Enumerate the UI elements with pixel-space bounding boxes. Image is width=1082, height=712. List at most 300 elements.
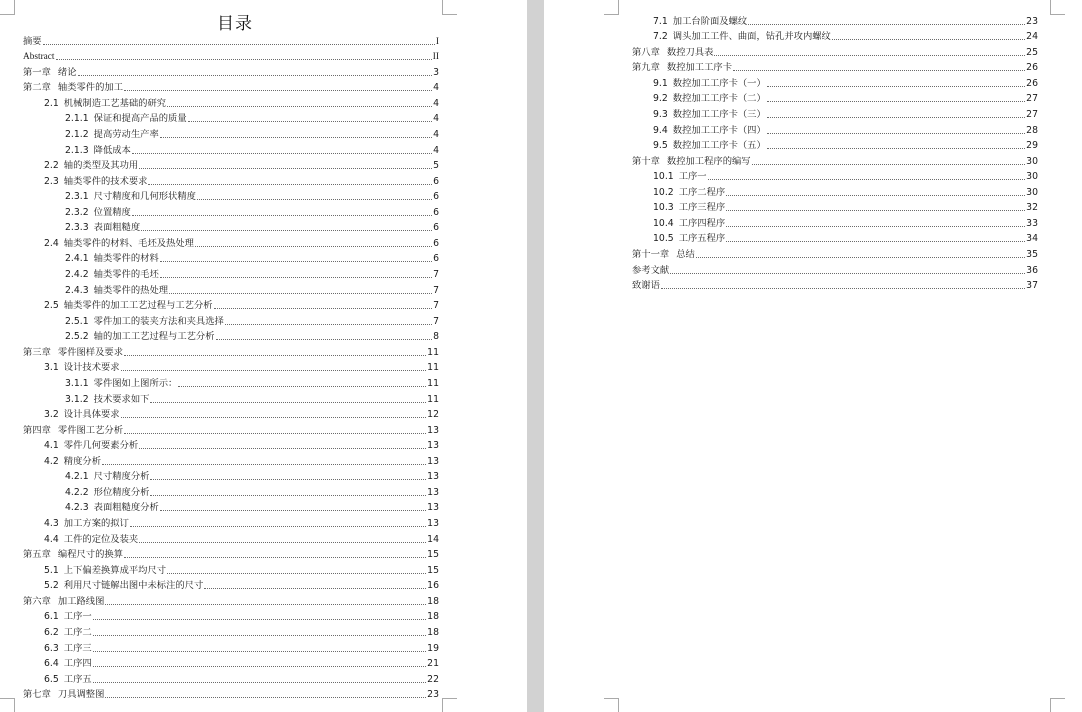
toc-entry[interactable] <box>23 203 439 219</box>
toc-entry[interactable] <box>23 623 439 639</box>
toc-entry-number: 4.2 <box>44 455 59 467</box>
toc-entry[interactable] <box>632 199 1038 215</box>
toc-entry-title: 数控加工工序卡（四） <box>672 124 766 136</box>
toc-entry[interactable] <box>23 452 439 468</box>
toc-entry-page: 8 <box>433 331 439 343</box>
dot-leader <box>148 184 432 185</box>
toc-entry-page: 18 <box>427 626 439 638</box>
toc-entry-number: 3.2 <box>44 409 59 421</box>
toc-entry-page: 5 <box>433 160 439 172</box>
toc-entry-title: 轴的类型及其功用 <box>63 160 139 172</box>
crop-mark-top-right <box>1050 0 1065 15</box>
dot-leader <box>93 619 426 620</box>
toc-entry-number: 7.2 <box>653 31 668 43</box>
dot-leader <box>160 277 432 278</box>
toc-entry-title: 零件加工的装夹方法和夹具选择 <box>93 315 224 327</box>
toc-entry-title: 上下偏差换算成平均尺寸 <box>63 564 167 576</box>
toc-entry-page: 13 <box>427 518 439 529</box>
toc-entry[interactable] <box>632 105 1038 121</box>
toc-entry-number: 2.3 <box>44 175 59 187</box>
dot-leader <box>748 24 1025 25</box>
toc-entry-title: 刀具调整图 <box>57 689 105 701</box>
dot-leader <box>139 542 426 543</box>
toc-entry-title: Abstract <box>23 52 55 63</box>
toc-entry[interactable] <box>23 686 439 702</box>
toc-entry-page: 13 <box>427 424 439 436</box>
toc-entry[interactable] <box>23 297 439 313</box>
dot-leader <box>124 433 426 434</box>
toc-entry-number: 2.4.1 <box>65 253 89 265</box>
toc-entry[interactable] <box>632 168 1038 184</box>
dot-leader <box>767 117 1025 118</box>
toc-list-left <box>23 32 439 701</box>
toc-entry-number: 3.1 <box>44 362 59 374</box>
toc-entry-title: 加工台阶面及螺纹 <box>672 15 748 27</box>
toc-entry-page: 13 <box>427 471 439 483</box>
dot-leader <box>78 75 433 76</box>
toc-page-left <box>0 0 527 712</box>
toc-entry-page: 19 <box>427 642 439 654</box>
dot-leader <box>708 179 1026 180</box>
toc-entry-title: 数控加工工序卡（三） <box>672 108 766 120</box>
dot-leader <box>130 526 426 527</box>
toc-entry[interactable] <box>23 374 439 390</box>
dot-leader <box>121 417 427 418</box>
toc-entry[interactable] <box>23 639 439 655</box>
toc-entry-page: 36 <box>1026 264 1038 276</box>
toc-entry[interactable] <box>632 59 1038 75</box>
toc-entry-number: 10.5 <box>653 233 674 245</box>
toc-entry[interactable] <box>23 234 439 250</box>
toc-entry[interactable] <box>23 312 439 328</box>
toc-entry-title: 设计技术要求 <box>63 362 120 374</box>
toc-entry-page: 27 <box>1026 93 1038 105</box>
toc-entry-page: 30 <box>1026 171 1038 183</box>
dot-leader <box>93 666 426 667</box>
toc-entry-number: 2.1.1 <box>65 113 89 125</box>
dot-leader <box>726 226 1025 227</box>
crop-mark-bottom-right <box>1050 698 1065 712</box>
toc-entry-page: 7 <box>433 284 439 296</box>
toc-entry[interactable] <box>23 157 439 173</box>
toc-entry[interactable] <box>632 28 1038 44</box>
toc-entry-page: 4 <box>433 82 439 94</box>
toc-entry-number: 6.5 <box>44 673 59 685</box>
toc-entry-title: 绪论 <box>57 66 77 78</box>
dot-leader <box>767 101 1025 102</box>
toc-entry-number: 9.2 <box>653 93 668 105</box>
toc-entry-title: 位置精度 <box>93 206 131 218</box>
toc-entry-number: 2.4.2 <box>65 269 89 280</box>
toc-entry[interactable] <box>23 219 439 235</box>
toc-entry-page: 14 <box>427 533 439 545</box>
toc-entry[interactable] <box>632 152 1038 168</box>
dot-leader <box>832 39 1025 40</box>
toc-entry-title: 工序四 <box>63 658 92 670</box>
toc-entry[interactable] <box>23 141 439 157</box>
toc-entry-page: 33 <box>1026 217 1038 229</box>
toc-entry-title: 工序二 <box>63 626 92 638</box>
toc-entry-number: 2.4.3 <box>65 284 89 296</box>
toc-entry-title: 尺寸精度和几何形状精度 <box>93 191 196 203</box>
toc-entry-number: 2.2 <box>44 160 59 172</box>
toc-entry-title: 工序四程序 <box>678 217 726 229</box>
toc-entry[interactable] <box>632 245 1038 261</box>
toc-entry-title: 数控加工程序的编写 <box>666 155 751 167</box>
toc-entry[interactable] <box>632 183 1038 199</box>
dot-leader <box>767 148 1025 149</box>
dot-leader <box>124 90 432 91</box>
toc-entry-title: 轴类零件的材料、毛坯及热处理 <box>63 237 194 249</box>
toc-entry-page: 21 <box>427 658 439 670</box>
toc-entry-number: 6.1 <box>44 611 59 623</box>
toc-entry-page: 11 <box>427 346 439 358</box>
crop-mark-bottom-left <box>604 698 619 712</box>
toc-entry-page: 18 <box>427 611 439 623</box>
toc-entry-title: 轴类零件的加工 <box>57 82 123 94</box>
toc-entry-title: 工序三 <box>63 642 92 654</box>
toc-entry[interactable] <box>23 421 439 437</box>
toc-entry-title: 加工方案的拟订 <box>63 518 129 529</box>
toc-entry-title: 加工路线图 <box>57 595 105 607</box>
toc-entry-number: 第九章 <box>632 62 660 74</box>
toc-entry-number: 3.1.2 <box>65 393 89 405</box>
dot-leader <box>124 557 426 558</box>
dot-leader <box>105 697 426 698</box>
dot-leader <box>150 479 426 480</box>
toc-entry[interactable] <box>23 94 439 110</box>
dot-leader <box>670 273 1025 274</box>
dot-leader <box>178 386 426 387</box>
toc-entry-number: 4.2.1 <box>65 471 89 483</box>
toc-entry-page: 11 <box>427 377 439 389</box>
toc-entry-title: 表面粗糙度分析 <box>93 502 159 514</box>
toc-entry-number: 2.1.3 <box>65 144 89 156</box>
toc-entry-title: 数控加工工序卡（二） <box>672 93 766 105</box>
toc-entry-page: 6 <box>433 206 439 218</box>
toc-entry-title: 精度分析 <box>63 455 101 467</box>
toc-entry[interactable] <box>23 48 439 64</box>
toc-entry-title: 轴的加工工艺过程与工艺分析 <box>93 331 215 343</box>
toc-entry-title: 参考文献 <box>632 264 670 276</box>
toc-entry-title: 降低成本 <box>93 144 131 156</box>
dot-leader <box>105 604 426 605</box>
toc-entry-title: 摘要 <box>23 35 42 47</box>
dot-leader <box>167 573 426 574</box>
toc-entry-title: 设计具体要求 <box>63 409 120 421</box>
dot-leader <box>197 199 432 200</box>
toc-entry[interactable] <box>23 390 439 406</box>
toc-entry-number: 9.4 <box>653 124 668 136</box>
toc-entry-page: 7 <box>433 300 439 312</box>
toc-entry-page: 32 <box>1026 202 1038 214</box>
toc-entry[interactable] <box>23 343 439 359</box>
toc-entry-page: 30 <box>1026 155 1038 167</box>
toc-entry-number: 第四章 <box>23 424 51 436</box>
toc-entry-title: 工序一 <box>63 611 92 623</box>
toc-entry-page: 35 <box>1026 249 1038 260</box>
dot-leader <box>93 651 426 652</box>
toc-entry[interactable] <box>23 32 439 48</box>
dot-leader <box>93 682 426 683</box>
toc-entry-number: 5.2 <box>44 580 59 592</box>
toc-entry-page: 4 <box>433 113 439 125</box>
dot-leader <box>139 168 432 169</box>
toc-entry-page: 6 <box>433 191 439 203</box>
dot-leader <box>726 195 1025 196</box>
toc-entry[interactable] <box>23 577 439 593</box>
toc-entry[interactable] <box>23 670 439 686</box>
page-gap <box>527 0 544 712</box>
toc-entry[interactable] <box>632 43 1038 59</box>
toc-entry[interactable] <box>632 137 1038 153</box>
toc-entry[interactable] <box>23 468 439 484</box>
toc-entry[interactable] <box>23 281 439 297</box>
toc-entry-title: 数控刀具表 <box>666 46 714 58</box>
toc-page-right <box>544 0 1082 712</box>
toc-entry[interactable] <box>632 74 1038 90</box>
toc-entry-number: 第一章 <box>23 66 51 78</box>
toc-entry-number: 7.1 <box>653 15 668 27</box>
dot-leader <box>150 402 426 403</box>
toc-entry-number: 第十一章 <box>632 249 670 260</box>
toc-entry-page: 34 <box>1026 233 1038 245</box>
toc-entry-number: 2.3.2 <box>65 206 89 218</box>
toc-entry[interactable] <box>23 483 439 499</box>
dot-leader <box>195 246 432 247</box>
toc-entry-number: 4.3 <box>44 518 59 529</box>
toc-entry[interactable] <box>23 125 439 141</box>
crop-mark-top-left <box>604 0 619 15</box>
toc-entry[interactable] <box>23 406 439 422</box>
dot-leader <box>160 137 432 138</box>
toc-entry-page: 12 <box>427 409 439 421</box>
dot-leader <box>661 288 1025 289</box>
dot-leader <box>160 510 426 511</box>
dot-leader <box>160 261 432 262</box>
dot-leader <box>121 370 427 371</box>
toc-entry[interactable] <box>23 250 439 266</box>
toc-entry[interactable] <box>23 546 439 562</box>
dot-leader <box>733 70 1025 71</box>
toc-entry-title: 编程尺寸的换算 <box>57 549 123 561</box>
toc-entry-number: 2.3.3 <box>65 222 89 234</box>
dot-leader <box>767 133 1025 134</box>
dot-leader <box>124 355 426 356</box>
dot-leader <box>150 495 426 496</box>
toc-entry-title: 利用尺寸链解出图中未标注的尺寸 <box>63 580 204 592</box>
toc-entry-title: 形位精度分析 <box>93 486 150 498</box>
toc-entry[interactable] <box>23 63 439 79</box>
toc-entry-number: 2.5.2 <box>65 331 89 343</box>
dot-leader <box>102 464 426 465</box>
toc-entry-page: 13 <box>427 440 439 452</box>
toc-entry[interactable] <box>632 277 1038 293</box>
toc-entry-title: 数控加工工序卡（五） <box>672 140 766 152</box>
toc-entry-number: 5.1 <box>44 564 59 576</box>
toc-entry-page: II <box>432 52 439 63</box>
toc-entry-number: 第五章 <box>23 549 51 561</box>
toc-entry-page: 7 <box>433 315 439 327</box>
toc-title: 目录 <box>217 14 253 34</box>
toc-entry-title: 工序二程序 <box>678 186 726 198</box>
dot-leader <box>139 448 426 449</box>
toc-entry-page: 15 <box>427 549 439 561</box>
toc-entry-title: 零件几何要素分析 <box>63 440 139 452</box>
toc-entry-page: 27 <box>1026 108 1038 120</box>
toc-entry-title: 提高劳动生产率 <box>93 128 159 140</box>
toc-entry[interactable] <box>23 110 439 126</box>
toc-entry-page: 24 <box>1026 31 1038 43</box>
toc-entry-page: 7 <box>433 269 439 280</box>
toc-entry-page: 28 <box>1026 124 1038 136</box>
dot-leader <box>714 55 1025 56</box>
dot-leader <box>188 121 432 122</box>
toc-entry-page: 4 <box>433 128 439 140</box>
toc-entry-page: 22 <box>427 673 439 685</box>
toc-entry[interactable] <box>23 437 439 453</box>
toc-entry-title: 表面粗糙度 <box>93 222 141 234</box>
toc-entry-page: 6 <box>433 237 439 249</box>
toc-entry-title: 尺寸精度分析 <box>93 471 150 483</box>
toc-entry-number: 6.2 <box>44 626 59 638</box>
dot-leader <box>167 106 432 107</box>
toc-entry[interactable] <box>23 530 439 546</box>
dot-leader <box>141 230 432 231</box>
toc-entry-number: 9.1 <box>653 77 668 89</box>
toc-entry-page: 13 <box>427 455 439 467</box>
toc-entry-page: 23 <box>427 689 439 701</box>
toc-entry[interactable] <box>23 514 439 530</box>
toc-entry-title: 轴类零件的热处理 <box>93 284 169 296</box>
toc-entry-number: 第十章 <box>632 155 660 167</box>
toc-entry-title: 致谢语 <box>632 280 660 292</box>
toc-entry[interactable] <box>23 328 439 344</box>
toc-entry-title: 零件图样及要求 <box>57 346 123 358</box>
toc-entry-page: 13 <box>427 502 439 514</box>
toc-entry-title: 工件的定位及装夹 <box>63 533 139 545</box>
toc-entry-page: 15 <box>427 564 439 576</box>
toc-entry-title: 零件图工艺分析 <box>57 424 123 436</box>
toc-entry-number: 2.4 <box>44 237 59 249</box>
toc-entry-page: 25 <box>1026 46 1038 58</box>
toc-entry[interactable] <box>632 230 1038 246</box>
toc-entry-title: 轴类零件的毛坯 <box>93 269 159 280</box>
toc-entry-page: 4 <box>433 97 439 109</box>
toc-entry-page: 11 <box>427 362 439 374</box>
toc-entry-title: 保证和提高产品的质量 <box>93 113 187 125</box>
toc-entry-number: 2.1.2 <box>65 128 89 140</box>
dot-leader <box>216 339 433 340</box>
toc-entry[interactable] <box>632 90 1038 106</box>
toc-entry-number: 6.3 <box>44 642 59 654</box>
dot-leader <box>726 241 1025 242</box>
toc-list-right <box>632 12 1038 292</box>
toc-entry-title: 零件图如上图所示： <box>93 377 178 389</box>
toc-entry-page: 6 <box>433 253 439 265</box>
toc-entry-page: 26 <box>1026 77 1038 89</box>
toc-entry-number: 第八章 <box>632 46 660 58</box>
toc-entry-number: 4.2.3 <box>65 502 89 514</box>
toc-entry[interactable] <box>632 261 1038 277</box>
toc-entry-number: 2.5 <box>44 300 59 312</box>
dot-leader <box>767 86 1025 87</box>
toc-entry-title: 数控加工工序卡 <box>666 62 732 74</box>
toc-entry-number: 2.5.1 <box>65 315 89 327</box>
toc-entry-number: 4.1 <box>44 440 59 452</box>
toc-entry[interactable] <box>23 172 439 188</box>
toc-entry-page: 3 <box>433 66 439 78</box>
toc-entry-page: 13 <box>427 486 439 498</box>
toc-entry-number: 10.4 <box>653 217 674 229</box>
toc-entry-page: I <box>435 36 439 47</box>
toc-entry[interactable] <box>23 655 439 671</box>
toc-entry-title: 轴类零件的材料 <box>93 253 159 265</box>
toc-entry-page: 11 <box>427 393 439 405</box>
toc-entry-number: 9.5 <box>653 140 668 152</box>
crop-mark-bottom-left <box>0 698 15 712</box>
toc-entry-number: 第七章 <box>23 689 51 701</box>
toc-entry-title: 技术要求如下 <box>93 393 150 405</box>
dot-leader <box>696 257 1025 258</box>
toc-entry[interactable] <box>23 265 439 281</box>
toc-entry[interactable] <box>23 561 439 577</box>
toc-entry-page: 4 <box>433 144 439 156</box>
dot-leader <box>93 635 426 636</box>
toc-entry-page: 29 <box>1026 140 1038 152</box>
toc-entry-page: 30 <box>1026 186 1038 198</box>
toc-entry-page: 26 <box>1026 62 1038 74</box>
dot-leader <box>132 153 432 154</box>
toc-entry-page: 23 <box>1026 15 1038 27</box>
dot-leader <box>56 59 432 60</box>
toc-entry[interactable] <box>23 359 439 375</box>
toc-entry[interactable] <box>23 79 439 95</box>
toc-entry[interactable] <box>632 121 1038 137</box>
dot-leader <box>752 164 1026 165</box>
toc-entry-number: 6.4 <box>44 658 59 670</box>
toc-entry[interactable] <box>23 608 439 624</box>
toc-entry-number: 4.2.2 <box>65 486 89 498</box>
toc-entry-number: 10.2 <box>653 186 674 198</box>
dot-leader <box>43 44 435 45</box>
toc-entry-number: 第二章 <box>23 82 51 94</box>
toc-entry-title: 数控加工工序卡（一） <box>672 77 766 89</box>
toc-entry-number: 3.1.1 <box>65 377 89 389</box>
toc-entry-number: 2.3.1 <box>65 191 89 203</box>
toc-entry-number: 第三章 <box>23 346 51 358</box>
toc-entry-title: 工序五 <box>63 673 92 685</box>
toc-entry[interactable] <box>23 499 439 515</box>
crop-mark-bottom-right <box>442 698 457 712</box>
toc-entry-title: 工序三程序 <box>678 202 726 214</box>
toc-entry[interactable] <box>23 188 439 204</box>
toc-entry[interactable] <box>23 592 439 608</box>
toc-entry-title: 轴类零件的加工工艺过程与工艺分析 <box>63 300 213 312</box>
toc-entry-title: 工序一 <box>678 171 707 183</box>
toc-entry-number: 10.1 <box>653 171 674 183</box>
dot-leader <box>132 215 432 216</box>
toc-entry-page: 6 <box>433 222 439 234</box>
toc-entry-title: 总结 <box>676 249 695 260</box>
toc-entry-page: 37 <box>1026 280 1038 292</box>
toc-entry-number: 9.3 <box>653 108 668 120</box>
toc-entry[interactable] <box>632 12 1038 28</box>
dot-leader <box>169 293 432 294</box>
dot-leader <box>225 324 432 325</box>
toc-entry[interactable] <box>632 214 1038 230</box>
dot-leader <box>204 588 426 589</box>
